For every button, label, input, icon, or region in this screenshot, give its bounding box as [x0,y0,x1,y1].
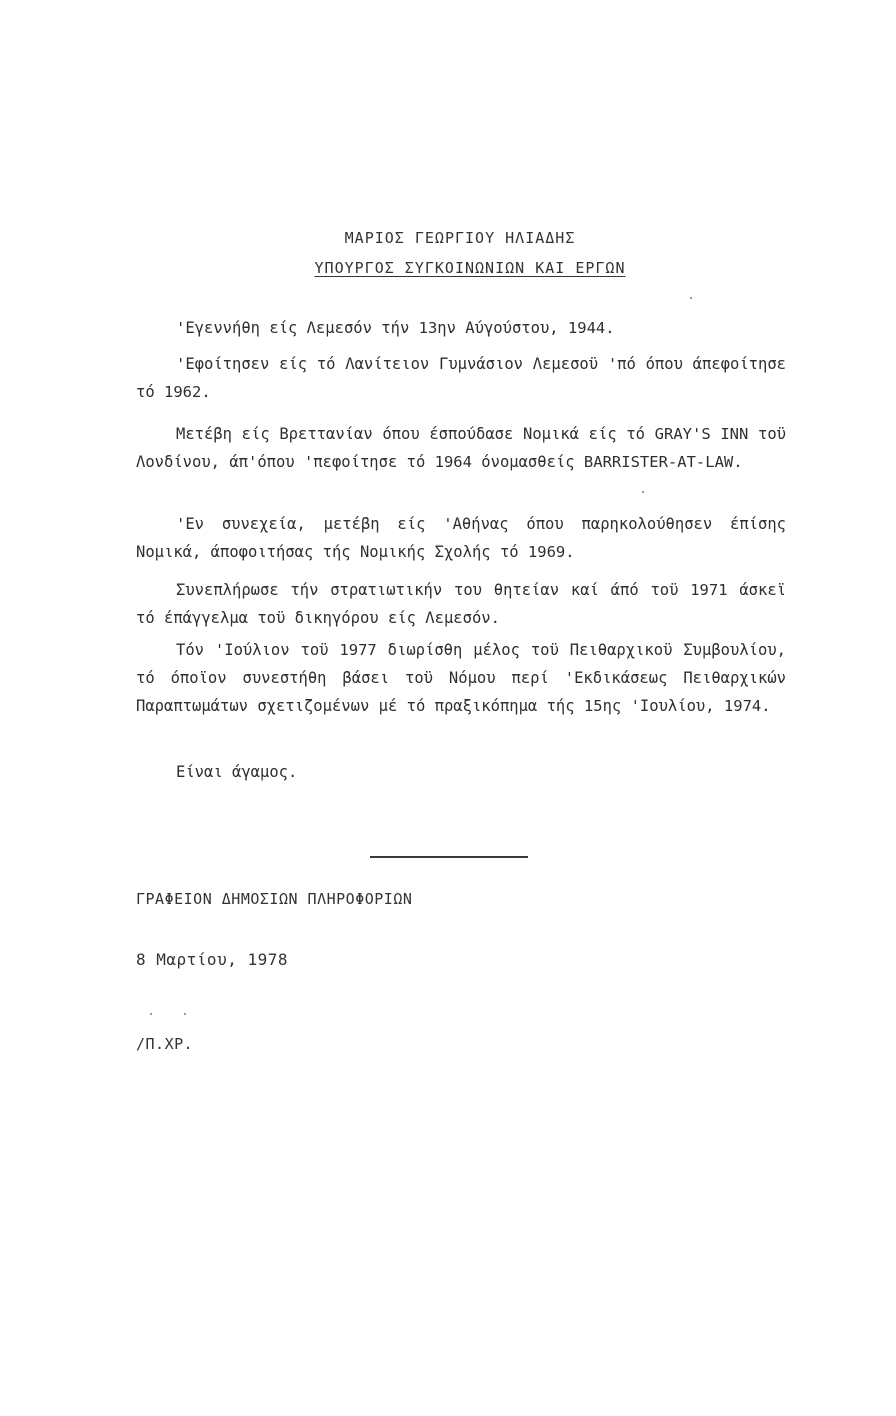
paragraph-law-studies-london [136,420,786,476]
ministry-title-text: ΥΠΟΥΡΓΟΣ ΣΥΓΚΟΙΝΩΝΙΩΝ ΚΑΙ ΕΡΓΩΝ [314,259,626,277]
scan-speck [150,1013,152,1015]
document-date: 8 Μαρτίου, 1978 [136,950,288,969]
paragraph-text: Μετέβη είς Βρεττανίαν όπου έσπούδασε Νομικά είς τό GRAY'S INN τοϋ Λονδίνου, άπ'όπου 'πεφοίτησε τό 1964 όνομασθείς BARRISTER-AT-LAW. [136,425,786,471]
paragraph-marital-status [136,758,786,786]
paragraph-military-career [136,576,786,632]
paragraph-text: 'Εγεννήθη είς Λεμεσόν τήν 13ην Αύγούστου, 1944. [176,319,615,337]
person-name-heading: ΜΑΡΙΟΣ ΓΕΩΡΓΙΟΥ ΗΛΙΑΔΗΣ [344,229,576,247]
paragraph-law-studies-athens [136,510,786,566]
section-divider [370,856,528,858]
paragraph-text: Τόν 'Ιούλιον τοϋ 1977 διωρίσθη μέλος τοϋ Πειθαρχικοϋ Συμβουλίου, τό όποϊον συνεστήθη βάσει τοϋ Νόμου περί 'Εκδικάσεως Πειθαρχικών Παραπτωμάτων σχετιζομένων μέ τό πραξικόπημα τής 15ης 'Ιουλίου, 1974. [136,641,786,715]
scan-speck [690,297,692,299]
paragraph-text: 'Εν συνεχεία, μετέβη είς 'Αθήνας όπου παρηκολούθησεν έπίσης Νομικά, άποφοιτήσας τής Νομικής Σχολής τό 1969. [136,515,786,561]
scan-speck [642,491,644,493]
typist-initials: /Π.ΧΡ. [136,1035,194,1053]
paragraph-text: Συνεπλήρωσε τήν στρατιωτικήν του θητείαν καί άπό τοϋ 1971 άσκεϊ τό έπάγγελμα τοϋ δικηγόρου είς Λεμεσόν. [136,581,786,627]
scan-speck [184,1013,186,1015]
issuing-office: ΓΡΑΦΕΙΟΝ ΔΗΜΟΣΙΩΝ ΠΛΗΡΟΦΟΡΙΩΝ [136,890,413,908]
ministry-title-heading [22,259,896,277]
paragraph-text: 'Εφοίτησεν είς τό Λανίτειον Γυμνάσιον Λεμεσοϋ 'πό όπου άπεφοίτησε τό 1962. [136,355,786,401]
paragraph-text: Είναι άγαμος. [176,763,298,781]
paragraph-schooling [136,350,786,406]
paragraph-disciplinary-council [136,636,786,720]
paragraph-birth [136,314,786,342]
